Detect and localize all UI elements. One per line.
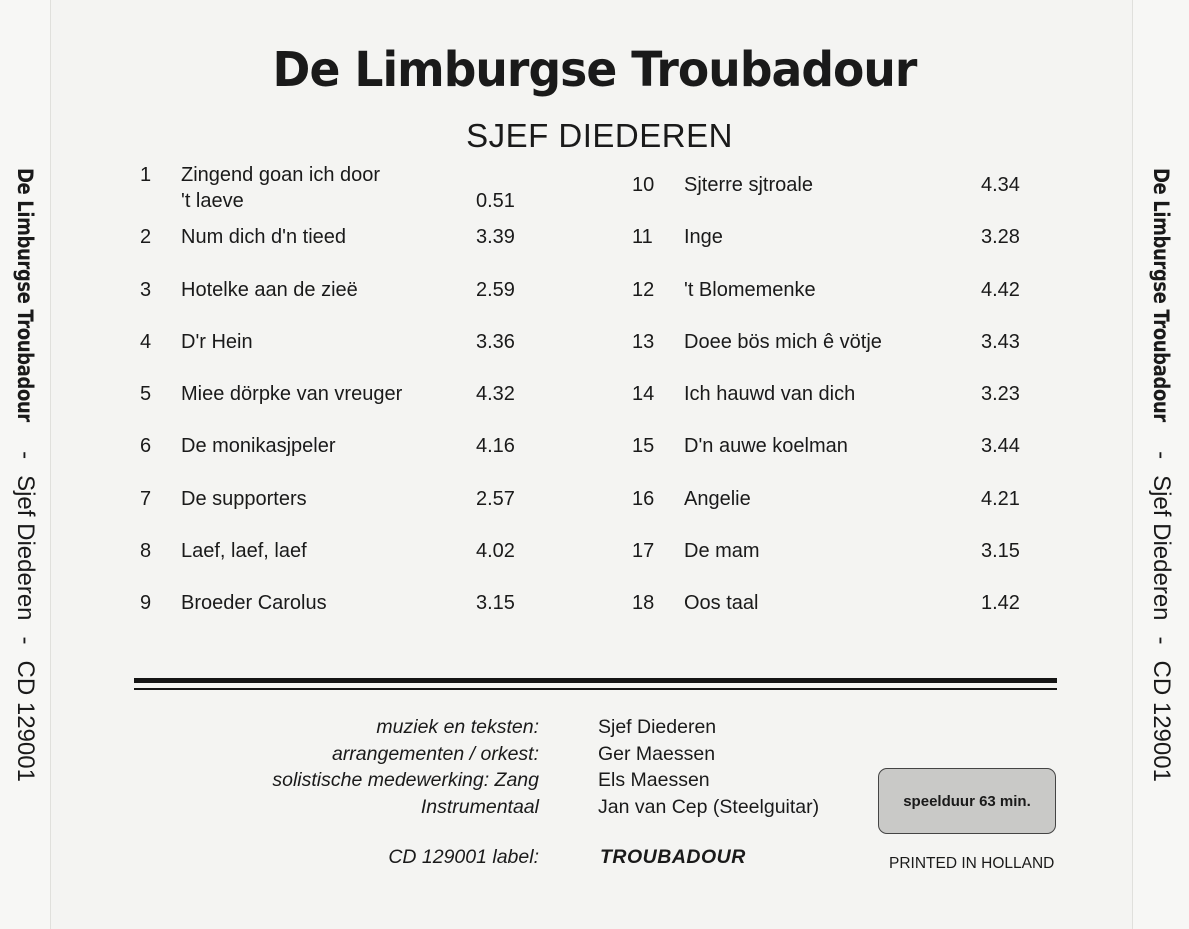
track-row [140, 224, 530, 276]
track-title: Hotelke aan de zieë [181, 278, 358, 301]
track-duration: 3.39 [476, 226, 515, 249]
track-row [140, 162, 530, 214]
track-title: Miee dörpke van vreuger [181, 383, 403, 406]
track-row [140, 433, 530, 485]
track-number: 13 [632, 330, 655, 353]
track-row [140, 538, 530, 590]
credits-labels [272, 714, 539, 820]
track-duration: 4.16 [476, 435, 515, 458]
track-number: 17 [632, 540, 655, 563]
track-title: Num dich d'n tieed [181, 226, 347, 249]
right-spine-text [1147, 168, 1175, 782]
track-number: 6 [140, 435, 152, 458]
track-duration: 4.21 [981, 487, 1020, 510]
spine-separator: - [12, 636, 39, 645]
track-row [140, 590, 530, 642]
track-title: Oos taal [684, 592, 759, 615]
track-title: Doee bös mich ê vötje [684, 330, 882, 353]
credit-value: Sjef Diederen [598, 716, 717, 738]
track-title: 't Blomemenke [684, 278, 816, 301]
tracklist-right [632, 172, 1032, 643]
track-duration: 3.23 [981, 383, 1020, 406]
spine-cd-number: CD 129001 [12, 660, 39, 782]
credit-value: Els Maessen [598, 769, 710, 791]
divider-thick [134, 678, 1057, 683]
track-row [140, 277, 530, 329]
track-row [632, 590, 1032, 642]
track-row [140, 486, 530, 538]
credit-label: arrangementen / orkest: [331, 742, 539, 765]
left-spine-text [11, 168, 39, 782]
track-duration: 4.42 [981, 278, 1020, 301]
track-row [140, 381, 530, 433]
track-title: Laef, laef, laef [181, 540, 307, 563]
track-row [632, 172, 1032, 224]
track-row [632, 224, 1032, 276]
spine-artist: Sjef Diederen [1148, 475, 1175, 621]
track-title: Broeder Carolus [181, 592, 327, 615]
track-number: 4 [140, 330, 152, 353]
track-number: 5 [140, 383, 152, 406]
track-title: Sjterre sjtroale [684, 174, 813, 196]
track-title: Zingend goan ich door 't laeve [181, 164, 381, 212]
track-number: 11 [632, 226, 653, 249]
credit-label: Instrumentaal [420, 795, 539, 818]
track-title: Inge [684, 226, 723, 249]
record-label: TROUBADOUR [600, 846, 746, 868]
track-title: Ich hauwd van dich [684, 383, 856, 406]
duration-badge [878, 768, 1056, 834]
track-row [632, 277, 1032, 329]
track-duration: 3.36 [476, 330, 515, 353]
track-duration: 3.43 [981, 330, 1020, 353]
track-title: D'r Hein [181, 330, 253, 353]
track-number: 10 [632, 174, 655, 196]
track-title: Angelie [684, 487, 751, 510]
artist-name: SJEF DIEDEREN [466, 117, 733, 154]
track-title: De monikasjpeler [181, 435, 336, 458]
track-number: 7 [140, 487, 152, 510]
track-number: 15 [632, 435, 655, 458]
track-duration: 3.15 [981, 540, 1020, 563]
printed-in-notice: PRINTED IN HOLLAND [889, 855, 1055, 872]
credit-value: Jan van Cep (Steelguitar) [598, 795, 820, 818]
catalog-label: CD 129001 label: [388, 846, 539, 868]
spine-separator: - [1148, 636, 1175, 645]
track-duration: 4.34 [981, 174, 1020, 196]
spine-title: De Limburgse Troubadour [1149, 168, 1173, 422]
track-duration: 2.57 [476, 487, 515, 510]
credit-label: muziek en teksten: [376, 716, 539, 738]
track-number: 2 [140, 226, 152, 249]
spine-artist: Sjef Diederen [12, 475, 39, 621]
spine-separator: - [1148, 451, 1175, 460]
track-row [632, 486, 1032, 538]
track-row [632, 433, 1032, 485]
track-row [632, 538, 1032, 590]
spine-separator: - [12, 451, 39, 460]
track-duration: 4.32 [476, 383, 515, 406]
track-title: De supporters [181, 487, 307, 510]
track-number: 14 [632, 383, 655, 406]
divider-thin [134, 688, 1057, 690]
track-row [140, 329, 530, 381]
track-number: 16 [632, 487, 655, 510]
track-duration: 3.44 [981, 435, 1020, 458]
track-duration: 4.02 [476, 540, 515, 563]
track-row [632, 329, 1032, 381]
track-title: D'n auwe koelman [684, 435, 848, 458]
credit-value: Ger Maessen [598, 742, 716, 765]
track-title: De mam [684, 540, 760, 563]
duration-badge-text: speelduur 63 min. [903, 792, 1031, 810]
album-title: De Limburgse Troubadour [272, 42, 917, 98]
credit-label: solistische medewerking: Zang [272, 769, 539, 791]
spine-cd-number: CD 129001 [1148, 660, 1175, 782]
track-number: 3 [140, 278, 152, 301]
track-duration: 0.51 [476, 190, 515, 212]
track-number: 18 [632, 592, 655, 615]
track-number: 9 [140, 592, 152, 615]
track-duration: 1.42 [981, 592, 1020, 615]
track-duration: 2.59 [476, 278, 515, 301]
track-number: 12 [632, 278, 655, 301]
track-number: 1 [140, 164, 152, 186]
track-duration: 3.28 [981, 226, 1020, 249]
track-row [632, 381, 1032, 433]
tracklist-left [140, 162, 530, 643]
spine-title: De Limburgse Troubadour [13, 168, 37, 422]
track-number: 8 [140, 540, 152, 563]
credits-values [598, 714, 819, 820]
track-duration: 3.15 [476, 592, 515, 615]
